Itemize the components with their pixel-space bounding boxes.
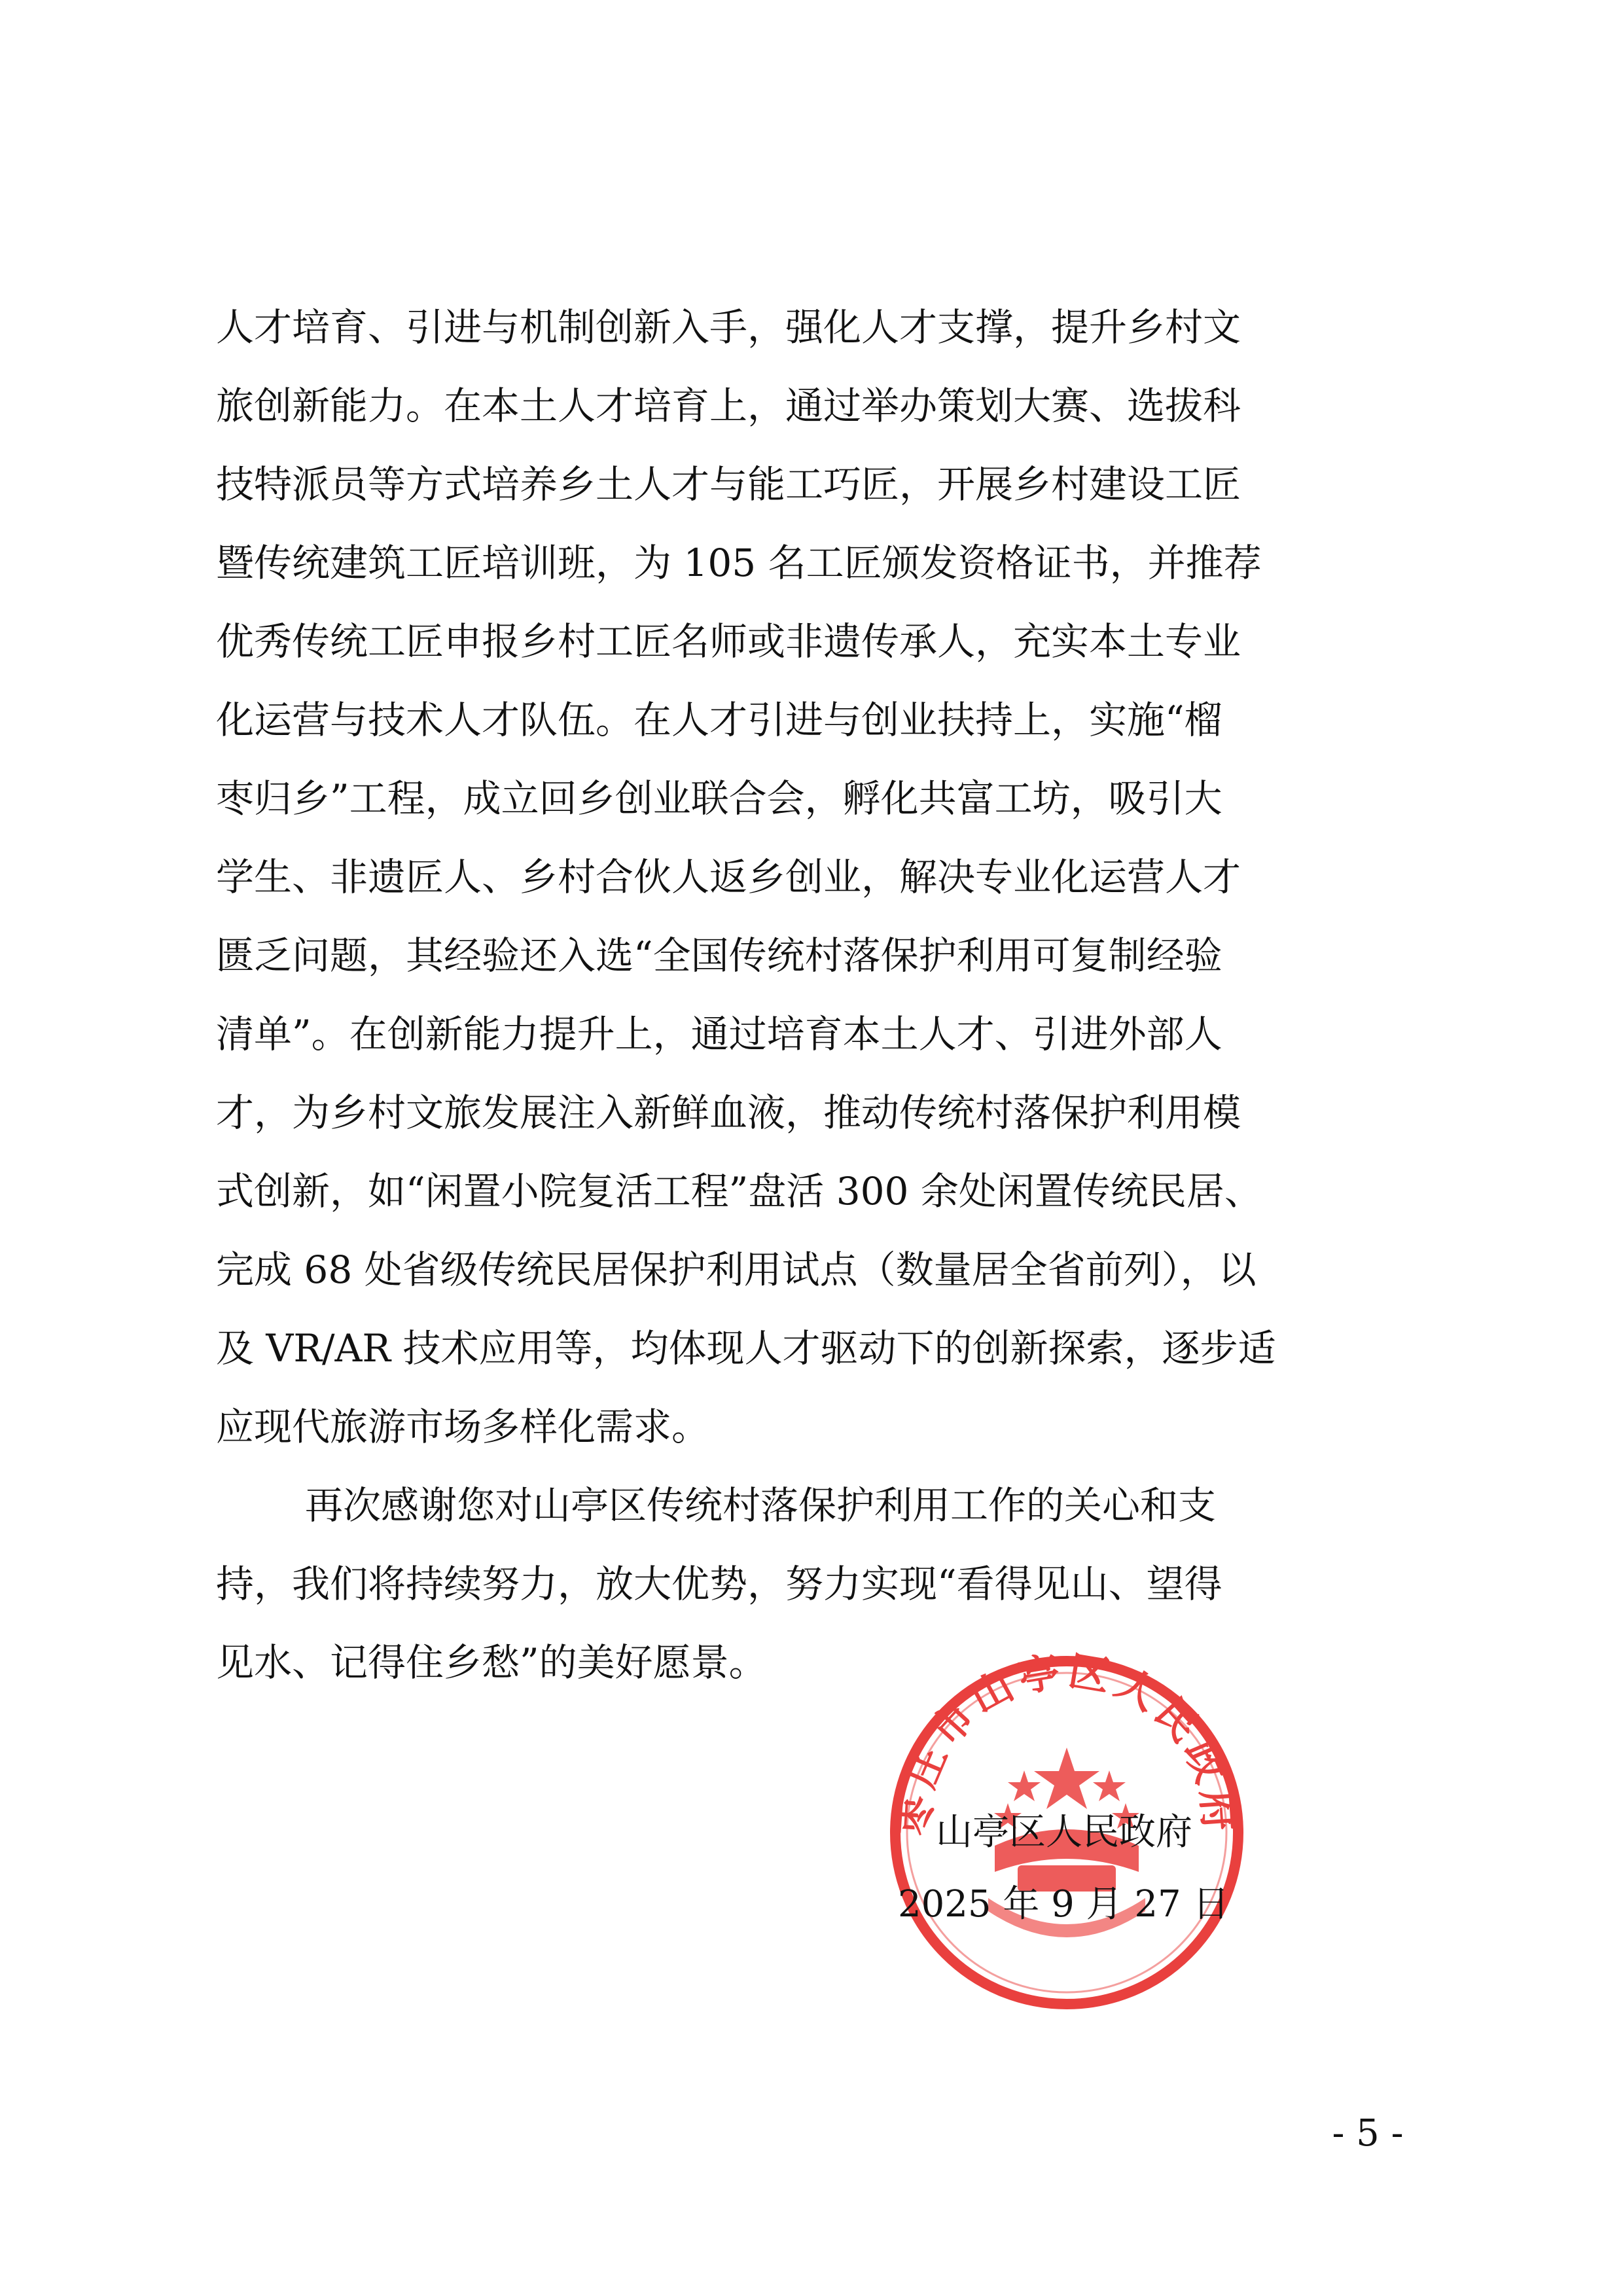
body-line: 旅创新能力。在本土人才培育上，通过举办策划大赛、选拔科: [216, 384, 1241, 428]
body-line: 完成 68 处省级传统民居保护利用试点（数量居全省前列），以: [216, 1247, 1257, 1292]
body-line: 优秀传统工匠申报乡村工匠名师或非遗传承人，充实本土专业: [216, 619, 1241, 664]
body-line: 匮乏问题，其经验还入选“全国传统村落保护利用可复制经验: [216, 933, 1222, 978]
body-line: 清单”。在创新能力提升上，通过培育本土人才、引进外部人: [216, 1012, 1222, 1056]
closing-line: 再次感谢您对山亭区传统村落保护利用工作的关心和支: [305, 1483, 1217, 1528]
issue-date: 2025 年 9 月 27 日: [898, 1883, 1230, 1926]
svg-text:枣庄市山亭区人民政府: 枣庄市山亭区人民政府: [890, 1649, 1243, 1838]
body-line: 化运营与技术人才队伍。在人才引进与创业扶持上，实施“榴: [216, 698, 1222, 742]
body-line: 暨传统建筑工匠培训班，为 105 名工匠颁发资格证书，并推荐: [216, 541, 1262, 585]
body-line: 及 VR/AR 技术应用等，均体现人才驱动下的创新探索，逐步适: [216, 1326, 1276, 1371]
body-line: 枣归乡”工程，成立回乡创业联合会，孵化共富工坊，吸引大: [216, 776, 1222, 821]
body-line: 人才培育、引进与机制创新入手，强化人才支撑，提升乡村文: [216, 305, 1241, 350]
closing-line: 持，我们将持续努力，放大优势，努力实现“看得见山、望得: [216, 1562, 1222, 1606]
closing-line: 见水、记得住乡愁”的美好愿景。: [216, 1640, 767, 1685]
body-line: 才，为乡村文旅发展注入新鲜血液，推动传统村落保护利用模: [216, 1090, 1241, 1135]
issuing-organization: 山亭区人民政府: [936, 1811, 1192, 1854]
body-line: 式创新，如“闲置小院复活工程”盘活 300 余处闲置传统民居、: [216, 1169, 1262, 1213]
page-number: - 5 -: [1332, 2112, 1404, 2155]
body-line: 学生、非遗匠人、乡村合伙人返乡创业，解决专业化运营人才: [216, 855, 1241, 899]
body-line: 应现代旅游市场多样化需求。: [216, 1405, 710, 1449]
body-line: 技特派员等方式培养乡土人才与能工巧匠，开展乡村建设工匠: [216, 462, 1241, 507]
